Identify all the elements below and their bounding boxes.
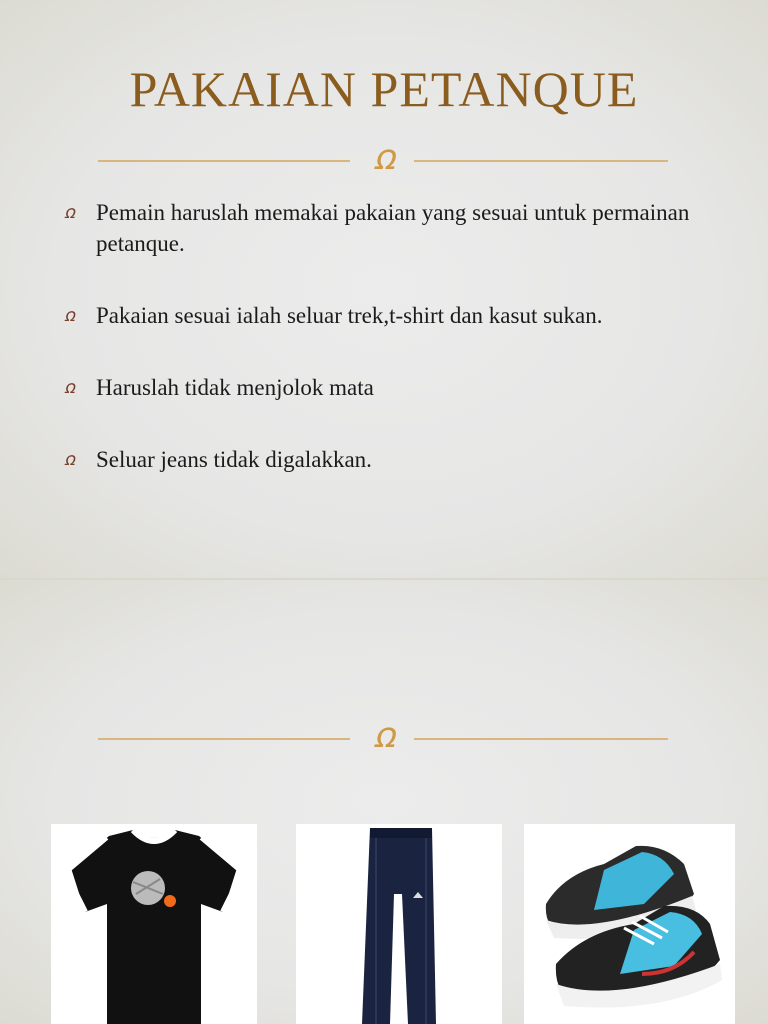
tshirt-image [51, 824, 257, 1024]
sports-shoes-image [524, 824, 735, 1024]
bullet-item [64, 300, 704, 331]
divider-line-right [414, 738, 668, 740]
track-pants-image [296, 824, 502, 1024]
flourish-bullet-icon: ꭥ [64, 449, 72, 470]
bullet-list [64, 197, 704, 475]
flourish-icon: ꭥ [373, 715, 395, 756]
slide-title: PAKAIAN PETANQUE [129, 61, 639, 117]
flourish-bullet-icon: ꭥ [64, 305, 72, 326]
bullet-text: Pakaian sesuai ialah seluar trek,t-shirt dan kasut sukan. [96, 303, 603, 328]
title-divider [98, 137, 668, 178]
bullet-text: Pemain haruslah memakai pakaian yang sesuai untuk permainan petanque. [96, 200, 690, 256]
bullet-text: Seluar jeans tidak digalakkan. [96, 447, 372, 472]
flourish-icon: ꭥ [373, 137, 395, 178]
bullet-item [64, 197, 704, 259]
bullet-text: Haruslah tidak menjolok mata [96, 375, 374, 400]
slide2-divider [98, 715, 668, 756]
divider-line-left [98, 738, 350, 740]
flourish-bullet-icon: ꭥ [64, 377, 72, 398]
flourish-bullet-icon: ꭥ [64, 202, 72, 223]
divider-line-left [98, 160, 350, 162]
bullet-item [64, 372, 704, 403]
divider-line-right [414, 160, 668, 162]
bullet-item [64, 444, 704, 475]
